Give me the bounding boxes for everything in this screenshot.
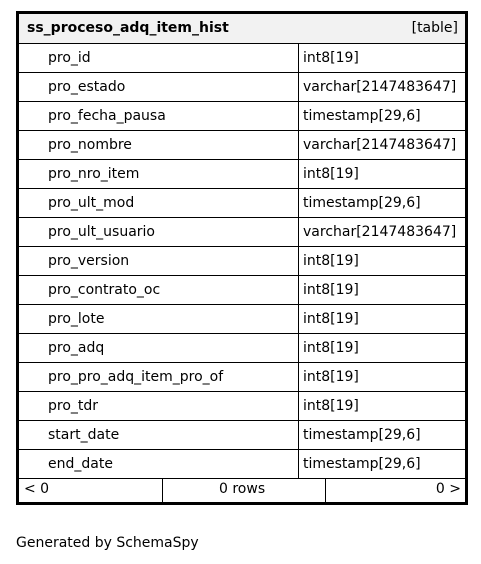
- column-type: timestamp[29,6]: [298, 450, 465, 478]
- column-name: pro_estado: [48, 79, 126, 95]
- column-name: pro_ult_usuario: [48, 224, 155, 240]
- column-name: pro_lote: [48, 311, 105, 327]
- column-type: int8[19]: [298, 305, 465, 333]
- column-row[interactable]: [19, 392, 465, 421]
- column-name: pro_ult_mod: [48, 195, 135, 211]
- footer-divider: [325, 479, 326, 502]
- column-type: varchar[2147483647]: [298, 218, 465, 246]
- column-row[interactable]: [19, 247, 465, 276]
- column-type: int8[19]: [298, 247, 465, 275]
- column-name: pro_tdr: [48, 398, 99, 414]
- column-row[interactable]: [19, 160, 465, 189]
- column-type: int8[19]: [298, 392, 465, 420]
- column-row[interactable]: [19, 363, 465, 392]
- table-header: [19, 14, 465, 44]
- column-name: end_date: [48, 456, 113, 472]
- column-row[interactable]: [19, 305, 465, 334]
- column-name: pro_pro_adq_item_pro_of: [48, 369, 224, 385]
- table-footer: [19, 479, 465, 502]
- column-type: int8[19]: [298, 363, 465, 391]
- row-count: 0 rows: [219, 481, 266, 497]
- table-name[interactable]: ss_proceso_adq_item_hist: [27, 20, 229, 36]
- column-row[interactable]: [19, 131, 465, 160]
- column-name: pro_fecha_pausa: [48, 108, 166, 124]
- column-row[interactable]: [19, 218, 465, 247]
- column-row[interactable]: [19, 334, 465, 363]
- column-type: varchar[2147483647]: [298, 73, 465, 101]
- column-row[interactable]: [19, 450, 465, 479]
- table-entity: [16, 11, 468, 505]
- column-type: timestamp[29,6]: [298, 421, 465, 449]
- table-kind: [table]: [411, 20, 458, 36]
- column-row[interactable]: [19, 73, 465, 102]
- column-name: pro_adq: [48, 340, 105, 356]
- column-type: int8[19]: [298, 44, 465, 72]
- column-name: pro_version: [48, 253, 130, 269]
- generated-by-note: Generated by SchemaSpy: [16, 535, 199, 551]
- column-type: timestamp[29,6]: [298, 189, 465, 217]
- column-row[interactable]: [19, 102, 465, 131]
- column-row[interactable]: [19, 421, 465, 450]
- column-type: varchar[2147483647]: [298, 131, 465, 159]
- parents-count[interactable]: < 0: [24, 481, 50, 497]
- column-name: pro_contrato_oc: [48, 282, 161, 298]
- column-name: pro_nombre: [48, 137, 132, 153]
- column-name: pro_id: [48, 50, 91, 66]
- column-type: int8[19]: [298, 334, 465, 362]
- column-type: int8[19]: [298, 276, 465, 304]
- column-type: timestamp[29,6]: [298, 102, 465, 130]
- column-name: pro_nro_item: [48, 166, 140, 182]
- children-count[interactable]: 0 >: [435, 481, 461, 497]
- footer-divider: [162, 479, 163, 502]
- column-row[interactable]: [19, 276, 465, 305]
- column-list: [19, 44, 465, 479]
- column-name: start_date: [48, 427, 120, 443]
- column-type: int8[19]: [298, 160, 465, 188]
- column-row[interactable]: [19, 44, 465, 73]
- column-row[interactable]: [19, 189, 465, 218]
